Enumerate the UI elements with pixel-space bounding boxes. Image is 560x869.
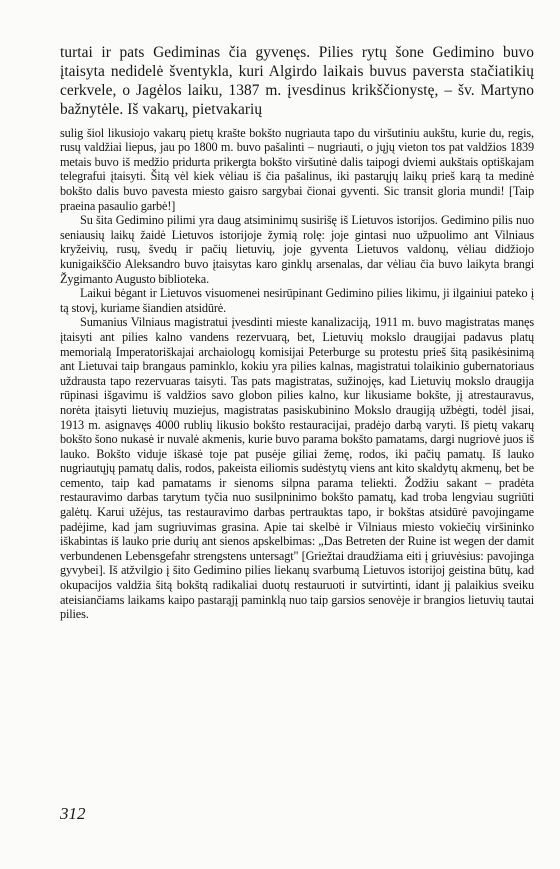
paragraph-castle-history: Su šita Gedimino pilimi yra daug atsiminimų susirišę iš Lietuvos istorijos. Gedimino pilis nuo seniausių laikų žaidė Lietuvos istorijoje žymią rolę: joje gintasi nuo užpuolimo ant Vilniaus kryžeivių, rusų, švedų ir pačių lietuvių, joje gyventa Lietuvos valdonų, vėliau didžiojo kunigaikščio Aleksandro buvo įtaisytas karo ginklų arsenalas, dar vėliau čia buvo laikyta brangi Žygimanto Augusto biblioteka.	[60, 213, 534, 286]
lead-paragraph: turtai ir pats Gediminas čia gyvenęs. Pilies rytų šone Gedimino buvo įtaisyta nedidelė šventyklа, kuri Algirdo laikais buvus paversta stačiatikių cerkvele, o Jagėlos laiku, 1387 m. įvesdinus krikščionystę, – šv. Martyno bažnytėle. Iš vakarų, pietvakarių	[60, 44, 534, 118]
page-number: 312	[60, 804, 86, 823]
paragraph-castle-decline: Laikui bėgant ir Lietuvos visuomenei nesirūpinant Gedimino pilies likimu, ji ilgainiui pateko į tą stovį, kuriame šiandien atsidūrė.	[60, 286, 534, 315]
paragraph-restoration: Sumanius Vilniaus magistratui įvesdinti mieste kanalizaciją, 1911 m. buvo magistratas manęs įtaisyti ant pilies kalno vandens rezervuarą, bet, Lietuvių mokslo draugijai padavus platų memorialą Imperatoriškajai archaiologų komisijai Peterburge su protestu prieš šitą pasikėsinimą ant Lietuvai taip brangaus paminklo, kokiu yra pilies kalnas, magistratui tolaikinio gubernatoriaus uždrausta tapo rezervuaras taisyti. Tas pats magistratas, sužinojęs, kad Lietuvių mokslo draugija rūpinasi išgavimu iš valdžios savo globon pilies kalno, kur likusiame bokšte, jį atrestauravus, norėta įtaisyti lietuvių muziejus, magistratas pasiskubinino Mokslo draugiją užbėgti, todėl jisai, 1913 m. asignavęs 4000 rublių likusio bokšto restauracijai, pradėjo darbą varyti. Iš pietų vakarų bokšto šono nukasė ir nuvalė akmenis, kurie buvo parama bokšto pamatams, dargi nugriovė juos iš lauko. Bokšto viduje iškasė toje pat pusėje giliai žemę, rodos, iki pačių pamatų. Iš lauko nugriautųjų pamatų dalis, rodos, pakeista eiliomis sudėstytų viens ant kito skaldytų akmenų, bet be cemento, taip kad pamatams ir sienoms silpna parama teliekti. Žodžiu sakant – pradėta restauravimo darbas tarytum tyčia nuo susilpninimo bokšto pamatų, kad troba lengviau sugriūti galėtų. Karui užėjus, tas restauravimo darbas pertrauktas tapo, ir bokštas atsidūrė pavojingame padėjime, kad jam sugriuvimas grasina. Apie tai skelbė ir Vilniaus miesto vokiečių viršininko iškabintas iš lauko prie durių ant sienos apskelbimas: „Das Betreten der Ruine ist wegen der damit verbundenen Lebensgefahr strengstens untersagt" [Griežtai draudžiama eiti į griuvėsius: pavojinga gyvybei]. Iš atžvilgio į šito Gedimino pilies liekanų svarbumą Lietuvos istorijoj geistina būtų, kad okupacijos valdžia šitą bokštą radikaliai duotų restauruoti ir sutvirtinti, idant jį palaikius sveiku ateisiančiams laikams kaipo pastarąjį paminklą nuo taip garsios senovėje ir brangios lietuvių tautai pilies.	[60, 315, 534, 622]
text-block	[60, 44, 534, 622]
paragraph-tower-history: sulig šiol likusiojo vakarų pietų krašte bokšto nugriauta tapo du viršutiniu aukštu, kurie du, regis, rusų valdžiai liepus, jau po 1800 m. buvo pašalinti – nugriauti, o jųjų vieton tos pat valdžios 1839 metais buvo iš medžio pridurta prikergta bokšto viršutinė dalis taipogi dviemi aukštais optiškajam telegrafui įtaisyti. Šitą vėl kiek vėliau iš čia pašalinus, iki pastarųjų laikų prieš karą ta medinė bokšto dalis buvo pavesta miesto gaisro sargybai čionai gyventi. Sic transit gloria mundi! [Taip praeina pasaulio garbė!]	[60, 125, 534, 213]
